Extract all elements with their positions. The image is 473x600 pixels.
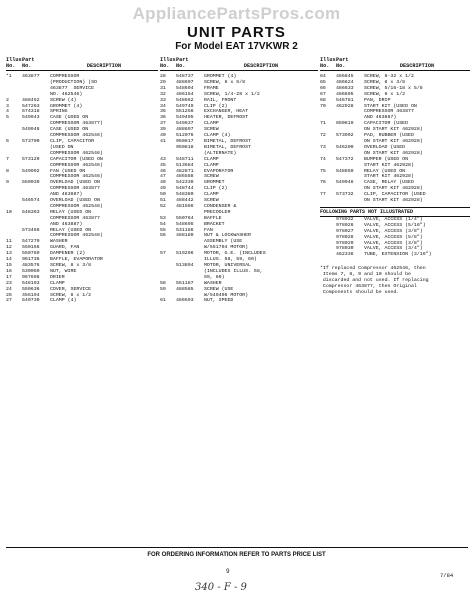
illus-number: 57 [160,251,166,257]
part-description: SCREW, 8-32 x 1/2 [364,74,414,79]
header-illus: Illus. [320,57,339,63]
part-description: BAFFLE, EVAPORATOR [50,257,103,263]
part-number: 486845 [336,74,354,79]
part-description: CLAMP (4) [50,298,77,304]
part-description: RELAY (USED ON [364,168,406,174]
part-number: 961736 [22,257,40,263]
part-description: CASE (USED ON [50,127,89,133]
part-number: 573732 [336,192,354,198]
part-description: CONDENSER & [204,203,237,209]
part-description: GROMMET (4) [50,103,83,109]
part-number: 978027 [336,228,354,234]
parts-column-2 [160,57,318,304]
header-part: Part [22,57,35,63]
part-number: 519296 [176,251,194,257]
illus-number: 37 [160,121,166,127]
part-description: SCREW, 5/16-18 x 5/8 [364,85,423,91]
parts-row [320,252,470,258]
illus-number: 35 [160,109,166,115]
part-description: SCREW [204,174,219,180]
part-description: START KIT (USED ON [364,103,417,109]
part-description: WASHER [50,239,68,245]
part-description: 463877 SERVICE [50,85,95,91]
header-part-no: No. [176,63,186,69]
illus-number: 13 [6,251,12,257]
illus-number: 52 [160,203,166,209]
header-part: Part [176,57,189,63]
part-number: 549749 [176,103,194,109]
part-number: 488452 [22,97,40,103]
illus-number: 17 [6,274,12,280]
part-description: AND 463887) [50,221,83,227]
part-number: 573992 [336,133,354,139]
part-description: DAMPENER (2) [50,251,86,257]
illus-number: 66 [320,85,326,91]
illus-number: 59 [160,286,166,292]
part-description: 59, 60) [204,274,225,280]
part-description: OVERLOAD (USED [364,144,406,150]
illus-number: 36 [160,115,166,121]
illus-number: 16 [6,268,12,274]
part-number: 978030 [336,246,354,252]
part-description: COMPRESSOR 462546) [50,233,103,239]
part-description: (PRODUCTION) (SO [50,79,97,85]
illus-number: 3 [6,103,9,109]
part-number: 978028 [336,234,354,240]
illus-number: 29 [160,79,166,85]
illus-number: 34 [160,103,166,109]
part-number: 482871 [176,168,194,174]
illus-number: 75 [320,168,326,174]
part-description: SCREW (4) [50,97,77,103]
part-description: SCREW [204,198,219,204]
part-number: 978032 [336,216,354,222]
part-description: SCREW, 8 x 3/8 [364,79,406,85]
illus-number: 31 [160,85,166,91]
part-description: (USED ON [50,144,74,150]
illus-number: 54 [160,221,166,227]
header-part-no: No. [336,63,346,69]
part-number: 548744 [176,186,194,192]
part-description: ON START KIT 462928) [364,186,423,192]
part-number: 573700 [22,138,40,144]
part-number: 488442 [176,198,194,204]
illus-number: 5 [6,115,9,121]
part-description: VALVE, ACCESS (5/8") [364,234,423,240]
part-description: MOTOR, G.E. (INCLUDES [204,251,266,257]
part-description: VALVE, ACCESS (3/8") [364,228,423,234]
part-number: 978026 [336,222,354,228]
part-number: 462928 [336,103,354,109]
part-number: 530060 [22,268,40,274]
header-description: DESCRIPTION [86,63,122,69]
part-description: GROMMET [204,180,225,186]
part-description: EVAPORATOR [204,168,234,174]
part-description: VALVE, ACCESS (3/4") [364,246,423,252]
part-description: COMPRESSOR 462546) [50,150,103,156]
illus-number: 50 [160,192,166,198]
part-description: FRAME [204,85,219,91]
illus-number: 24 [6,286,12,292]
illus-number [320,198,336,204]
part-description: CASE, RELAY (USED [364,180,414,186]
part-number: 513684 [176,162,194,168]
header-part: Part [336,57,349,63]
illus-number: 55 [160,227,166,233]
part-description: (ALTERNATE) [204,150,237,156]
illus-number: 73 [320,144,326,150]
part-description: NUT & LOCKWASHER [204,233,251,239]
part-number: 488180 [176,233,194,239]
part-number: 547263 [22,103,40,109]
part-description: CLAMP (4) [204,133,231,139]
part-description: COVER, SERVICE [50,286,92,292]
part-description: BUMPER (USED ON [364,156,409,162]
illus-number: 14 [6,257,12,263]
part-number: 551256 [176,109,194,115]
watermark: AppliancePartsPros.com [132,4,341,23]
part-description: ILLUS. 58, 59, 60) [204,257,257,263]
part-description: RELAY (USED ON [50,227,92,233]
part-description: START KIT 462928) [364,162,414,168]
illus-number: 74 [320,156,326,162]
part-number: 548737 [176,74,194,79]
ordering-note: FOR ORDERING INFORMATION REFER TO PARTS PRICE LIST [147,552,326,558]
illus-number: 68 [320,97,326,103]
part-description: COMPRESSOR [50,74,80,79]
part-description: BIMETAL, DEFROST [204,144,251,150]
part-number: 481566 [176,203,194,209]
part-description: CLAMP [204,192,219,198]
illus-number: 76 [320,180,326,186]
part-description: COMPRESSOR 463877 [364,109,414,115]
part-description: OVERLOAD (USED ON [50,198,100,204]
part-number: 548380 [176,192,194,198]
part-number: 546200 [336,144,354,150]
part-description: TUBE, EXTENSION (3/16") [364,252,432,258]
illus-number: 71 [320,121,326,127]
part-number: 548662 [176,97,194,103]
illus-number: 77 [320,192,326,198]
header-illus: Illus. [6,57,25,63]
part-description: CLIP (2) [204,103,228,109]
part-description: MOTOR, UNIVERSAL [204,263,251,268]
part-description: SPRING [50,109,68,115]
part-description: COMPRESSOR 462546) [50,203,103,209]
part-description: ASSEMBLY (USE [204,239,243,245]
part-number: 967698 [22,274,40,280]
parts-column-3 [320,57,470,296]
illus-number: 53 [160,215,166,221]
part-description: SCREW, 8 x 1/2 [364,91,406,97]
illus-number: 23 [6,280,12,286]
illus-number: 12 [6,245,12,251]
part-description: WASHER [204,280,222,286]
column-header [320,57,470,71]
part-description: W/551794 MOTOR) [204,245,249,251]
part-number: 551187 [176,280,194,286]
illus-number: 67 [320,91,326,97]
part-number: 549495 [176,115,194,121]
illus-number: 48 [160,180,166,186]
illus-number: 56 [160,233,166,239]
part-number: 548695 [176,221,194,227]
page-subtitle: For Model EAT 17VKWR 2 [175,41,298,52]
part-description: CLAMP [50,280,65,286]
part-description: CAPACITOR (USED ON [50,156,103,162]
part-number: 550039 [22,180,40,186]
part-description: CLAMP [204,162,219,168]
part-description: ON START KIT 462928) [364,198,423,204]
part-number: 486588 [176,174,194,180]
not-illustrated-heading: FOLLOWING PARTS NOT ILLUSTRATED [320,207,470,217]
part-description: BRACKET [204,221,225,227]
part-description: GUARD, FAN [50,245,80,251]
illus-number: 46 [160,168,166,174]
part-number: 549943 [22,115,40,121]
illus-number: 41 [160,138,166,144]
part-number: 548694 [176,85,194,91]
part-description: SCREW, 8 x 1/2 [50,292,92,298]
part-number: 456194 [22,292,40,298]
part-description: SCREW, 8 x 5/8 [204,79,246,85]
part-number: 549637 [176,121,194,127]
part-number: 950817 [176,138,194,144]
part-description: COMPRESSOR 462546) [50,174,103,180]
column-header [160,57,318,71]
parts-row [160,298,318,304]
illus-number: 39 [160,127,166,133]
part-description: (INCLUDES ILLUS. 58, [204,268,263,274]
column-header [6,57,158,71]
part-description: NUT, SPEED [204,298,234,304]
part-number: 549730 [22,298,40,304]
part-description: ON START KIT 462928) [364,138,423,144]
part-number: 483576 [22,263,40,268]
part-description: DRIER [50,274,65,280]
part-number: 548363 [22,209,40,215]
part-number: 486695 [336,91,354,97]
illus-number: 64 [320,74,326,79]
part-description: CASE (USED ON [50,115,89,121]
part-description: AND 463887) [364,115,397,121]
part-description: SCREW, 8 x 3/8 [50,263,92,268]
part-description: W/549496 MOTOR) [204,292,249,298]
part-number: 548711 [176,156,194,162]
illus-number: 15 [6,263,12,268]
part-number: 573129 [22,156,40,162]
illus-number: 9 [6,180,9,186]
part-description: COMPRESSOR 462546) [50,133,103,139]
part-number: 486633 [336,85,354,91]
part-number: 574318 [22,109,40,115]
part-description: RAIL, FRONT [204,97,237,103]
part-description: PAN, DRIP [364,97,391,103]
part-number: 573466 [22,227,40,233]
illus-number: 47 [160,174,166,180]
illus-number: 61 [160,298,166,304]
part-description: CLIP, CAPACITOR (USED [364,192,426,198]
header-illus-no: No. [6,63,16,69]
header-illus-no: No. [320,63,330,69]
compressor-footnote: *If replaced Compressor 462546, then Items 7, 8, 9 and 10 should be discarded and not used. If replacing Compressor 463877, then Original Components should be used. [320,266,429,296]
date-code: 7/84 [440,572,454,579]
illus-number [320,252,336,258]
part-number: 546574 [22,198,40,204]
page-title: UNIT PARTS [187,24,286,41]
part-description: OVERLOAD (USED ON [50,180,100,186]
part-description: FAN [204,227,213,233]
handwritten-note: 340 - F - 9 [195,582,247,593]
part-number: 549948 [22,127,40,133]
part-number: 463877 [22,74,40,79]
part-description: SCREW, 1/4-28 x 1/2 [204,91,260,97]
part-number: 978029 [336,240,354,246]
part-number: 850619 [336,121,354,127]
part-number: 488697 [176,79,194,85]
part-description: BIMETAL, DEFROST [204,138,251,144]
part-number: 486624 [336,79,354,85]
illus-number: 65 [320,79,326,85]
part-description: CAPACITOR (USED [364,121,409,127]
part-number: 548850 [336,168,354,174]
part-description: CLAMP [204,156,219,162]
illus-number: 11 [6,239,12,245]
part-number: 486693 [176,298,194,304]
part-description: VALVE, ACCESS (5/16") [364,222,426,228]
part-description: ON START KIT 462928) [364,150,423,156]
part-number: 550156 [22,245,40,251]
part-description: HEATER, DEFROST [204,115,249,121]
illus-number: 7 [6,156,9,162]
illus-number: 45 [160,162,166,168]
part-number: 550764 [176,215,194,221]
part-number: 548193 [22,280,40,286]
part-description: ON START KIT 462928) [364,127,423,133]
part-number: 462336 [336,252,354,258]
part-description: START KIT 462928) [364,174,414,180]
part-description: BAFFLE [204,215,222,221]
illus-number: 27 [6,298,12,304]
illus-number: 28 [160,74,166,79]
illus-number: 70 [320,103,326,109]
part-number: 550769 [22,251,40,257]
illus-number: *1 [6,74,12,79]
part-description: FAN (USED ON [50,168,86,174]
illus-number: 72 [320,133,326,139]
illus-number: 32 [160,91,166,97]
part-description: NO. 462546) [50,91,83,97]
part-description: AND 463887) [50,192,83,198]
part-number: 512076 [176,133,194,139]
illus-number: 33 [160,97,166,103]
part-description: RELAY (USED ON [50,209,92,215]
part-description: CLIP, CAPACITOR [50,138,95,144]
part-number: 950818 [176,144,194,150]
illus-number: 26 [6,292,12,298]
part-number [336,198,364,204]
part-number: 542339 [176,180,194,186]
parts-column-1 [6,57,158,304]
part-number: 549992 [22,168,40,174]
parts-row [320,198,470,204]
part-number: 549946 [336,180,354,186]
part-description: SCREW [204,127,219,133]
part-description: EXCHANGER, HEAT [204,109,249,115]
header-part-no: No. [22,63,32,69]
part-number: 547279 [22,239,40,245]
part-number: 531186 [176,227,194,233]
part-description: GROMMET (4) [204,74,237,79]
part-description: COMPRESSOR 463877) [50,121,103,127]
illus-number: 4 [6,109,9,115]
illus-number: 40 [160,133,166,139]
illus-number: 51 [160,198,166,204]
parts-row [6,298,158,304]
part-description: COMPRESSOR 463877 [50,215,100,221]
header-illus: Illus. [160,57,179,63]
illus-number: 49 [160,186,166,192]
part-description: COMPRESSOR 462546) [50,162,103,168]
illus-number: 43 [160,156,166,162]
part-description: CLIP (2) [204,186,228,192]
illus-number: 2 [6,97,9,103]
part-description: CLAMP [204,121,219,127]
part-description: VALVE, ACCESS (1/4") [364,216,423,222]
part-description: NUT, WIRE [50,268,77,274]
part-number: 513894 [176,263,194,268]
part-number: 488565 [176,286,194,292]
part-number: 547372 [336,156,354,162]
illus-number: 8 [6,168,9,174]
part-number: 546781 [336,97,354,103]
part-description: SCREW (USE [204,286,234,292]
illus-number: 6 [6,138,9,144]
header-description: DESCRIPTION [243,63,279,69]
page-number: 9 [226,568,230,575]
part-description: PAD, RUBBER (USED [364,133,414,139]
illus-number: 58 [160,280,166,286]
header-description: DESCRIPTION [399,63,435,69]
illus-number: 10 [6,209,12,215]
part-description: VALVE, ACCESS (3/8") [364,240,423,246]
part-description: COMPRESSOR 463877 [50,186,100,192]
part-number: 486154 [176,91,194,97]
header-illus-no: No. [160,63,170,69]
footer-divider [6,547,468,548]
part-number: 550636 [22,286,40,292]
part-description: PRECOOLER [204,209,231,215]
part-number: 488697 [176,127,194,133]
